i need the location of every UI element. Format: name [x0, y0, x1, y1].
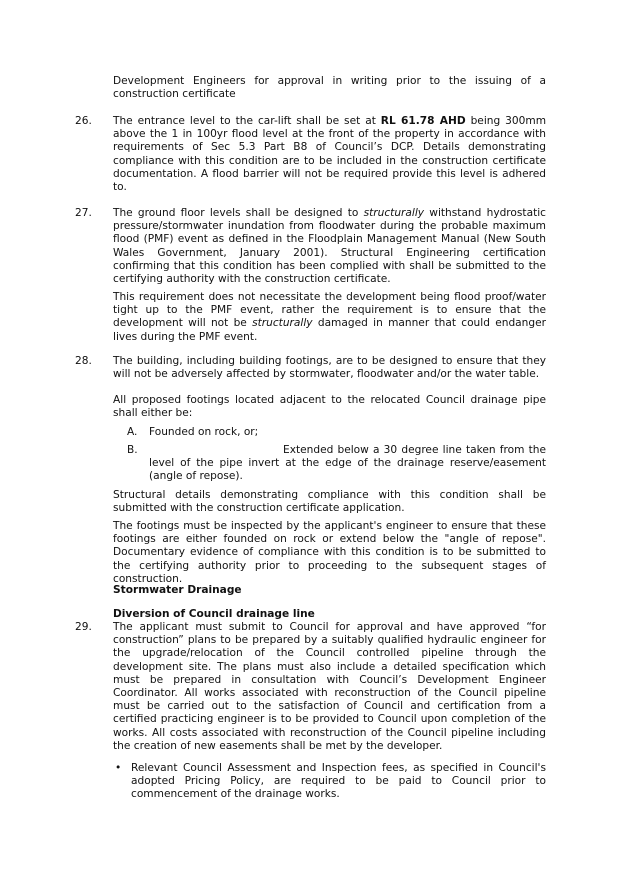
stormwater-drainage-heading: Stormwater Drainage [113, 584, 242, 596]
list-item-b-content: Extended below a 30 degree line taken from the level of the pipe invert at the edge of the drainage reserve/easement (angle of repose). [149, 444, 546, 483]
condition-27-p1-post: withstand hydrostatic pressure/stormwater inundation from floodwater during the probable maximum flood (PMF) event as defined in the Floodplain Management Manual (New South Wales Government, January 2001). Structural Engineering certification confirming that this condition has been complied with shall be submitted to the certifying authority with the construction certificate. [113, 207, 546, 286]
condition-26-pre: The entrance level to the car-lift shall be set at [113, 115, 381, 127]
list-item-b-label: B. [127, 444, 138, 456]
condition-27-p1-pre: The ground floor levels shall be designed to [113, 207, 364, 219]
condition-27-number: 27. [75, 207, 92, 219]
condition-28-number: 28. [75, 355, 92, 367]
condition-28-paragraph-2: All proposed footings located adjacent to the relocated Council drainage pipe shall either be: [113, 394, 546, 420]
list-item-a-text: Founded on rock, or; [149, 426, 259, 438]
condition-29-text: The applicant must submit to Council for approval and have approved “for construction” plans to be prepared by a suitably qualified hydraulic engineer for the upgrade/relocation of the Council controlled pipeline through the development site. The plans must also include a detailed specification which must be prepared in consultation with Council’s Development Engineer Coordinator. All works associated with reconstruction of the Council pipeline must be carried out to the satisfaction of Council and certification from a certified practicing engineer is to be provided to Council upon completion of the works. All costs associated with reconstruction of the Council pipeline including the creation of new easements shall be met by the developer. [113, 621, 546, 752]
condition-27-paragraph-1 [113, 207, 546, 286]
condition-27-paragraph-2 [113, 291, 546, 344]
condition-28-paragraph-3: Structural details demonstrating compliance with this condition shall be submitted with the construction certificate application. [113, 489, 546, 515]
bullet-fees-text: Relevant Council Assessment and Inspection fees, as specified in Council's adopted Pricing Policy, are required to be paid to Council prior to commencement of the drainage works. [131, 762, 546, 801]
condition-28-paragraph-1: The building, including building footings, are to be designed to ensure that they will not be adversely affected by stormwater, floodwater and/or the water table. [113, 355, 546, 381]
condition-27-p2-emphasis: structurally [252, 317, 313, 330]
list-item-b-text [149, 444, 546, 484]
condition-27-p2-post: damaged in manner that could endanger lives during the PMF event. [113, 317, 546, 343]
intro-paragraph: Development Engineers for approval in writing prior to the issuing of a construction certificate [113, 75, 546, 101]
condition-29-number: 29. [75, 621, 92, 633]
condition-27-p2-pre: This requirement does not necessitate the development being flood proof/water tight up to the PMF event, rather the requirement is to ensure that the development will not be [113, 291, 546, 330]
diversion-heading: Diversion of Council drainage line [113, 608, 315, 620]
entrance-level-value: RL 61.78 AHD [380, 115, 466, 127]
condition-27-p1-emphasis: structurally [363, 207, 425, 219]
condition-26-post: being 300mm above the 1 in 100yr flood level at the front of the property in accordance with requirements of Sec 5.3 Part B8 of Council’s DCP. Details demonstrating compliance with this condition are to be included in the construction certificate documentation. A flood barrier will not be required provide this level is adhered to. [113, 115, 547, 194]
condition-28-paragraph-4: The footings must be inspected by the applicant's engineer to ensure that these footings are either founded on rock or extend below the "angle of repose". Documentary evidence of compliance with this condition is to be submitted to the certifying authority prior to proceeding to the subsequent stages of construction. [113, 520, 546, 585]
condition-26-text [113, 115, 546, 194]
list-item-a-label: A. [127, 426, 138, 438]
bullet-marker: • [115, 762, 122, 774]
condition-26-number: 26. [75, 115, 92, 127]
